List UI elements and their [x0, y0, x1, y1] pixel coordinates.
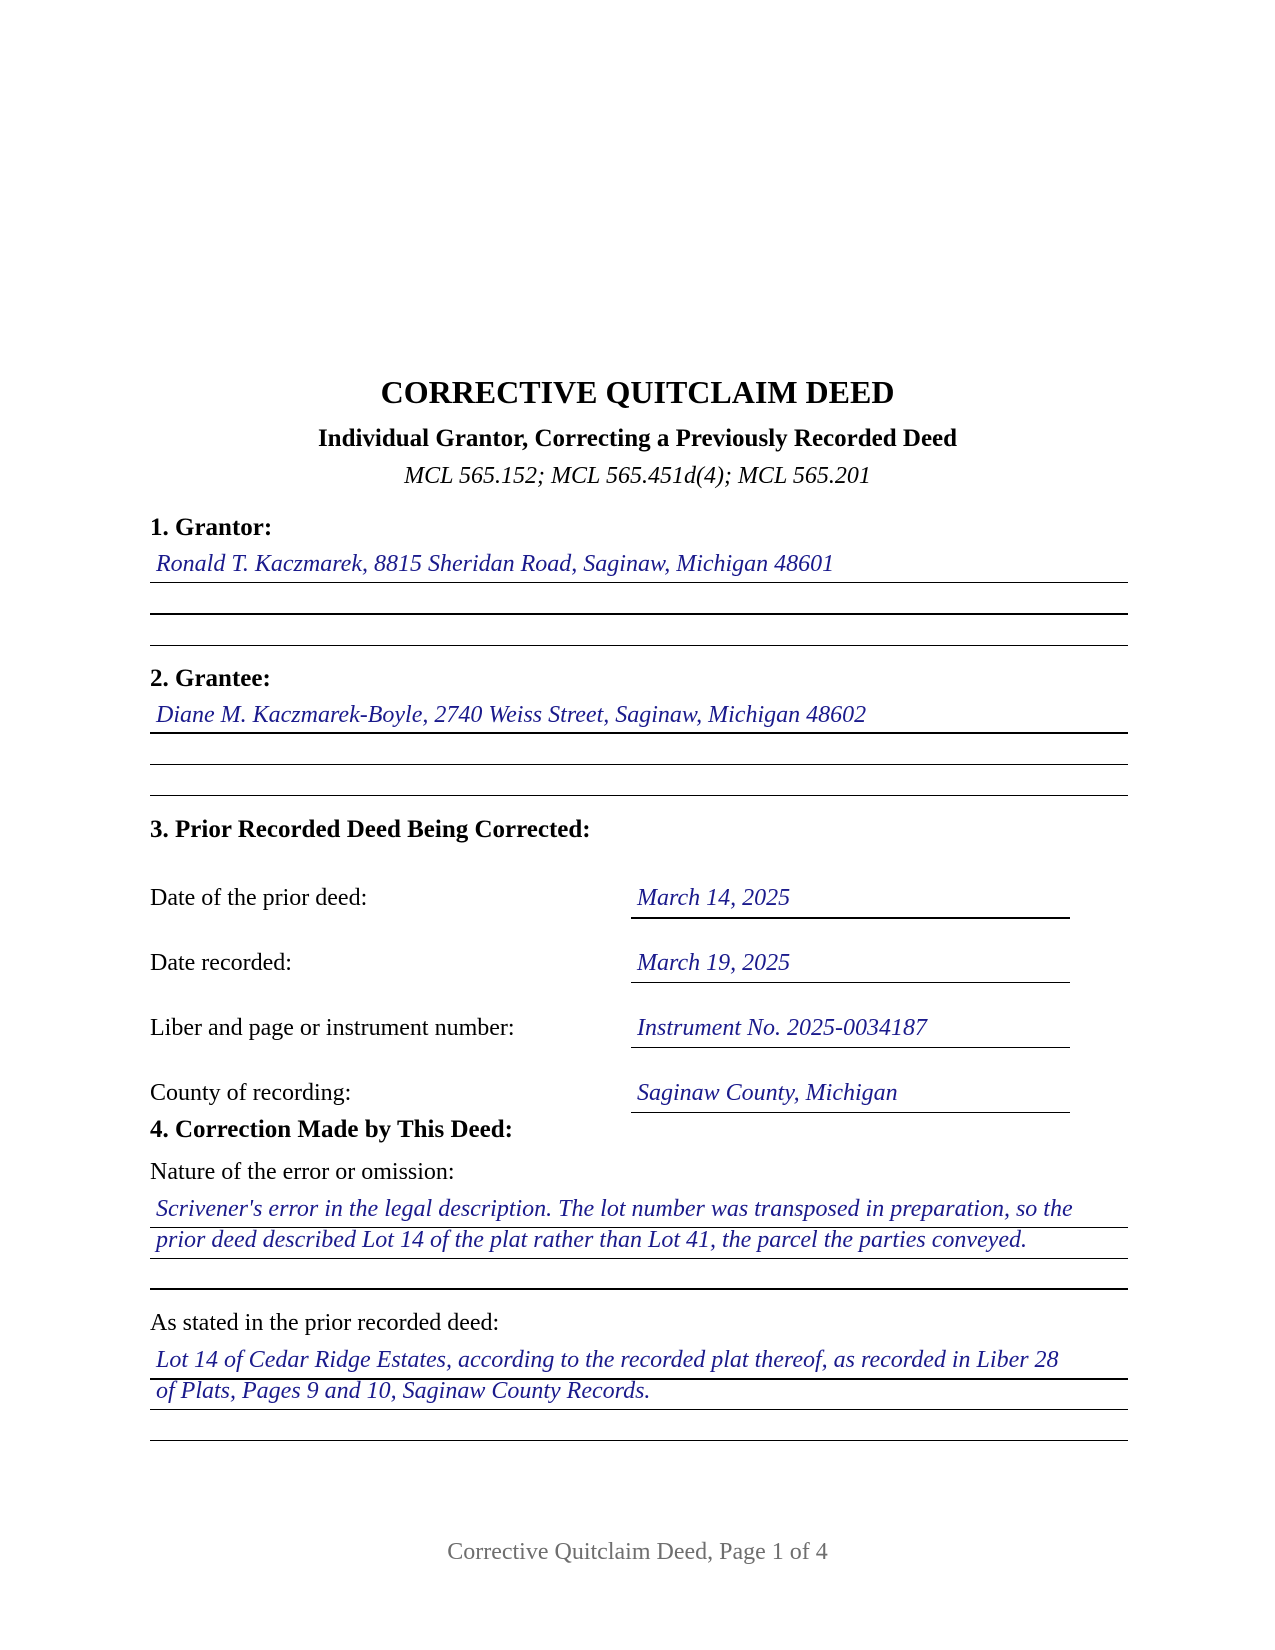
as-stated-line-2: of Plats, Pages 9 and 10, Saginaw County Records.: [156, 1378, 651, 1404]
county-value: Saginaw County, Michigan: [637, 1080, 898, 1106]
prior-deed-heading: 3. Prior Recorded Deed Being Corrected:: [150, 816, 591, 843]
nature-of-error-line-2: prior deed described Lot 14 of the plat rather than Lot 41, the parcel the parties conveyed.: [156, 1227, 1027, 1253]
prior-deed-date-label: Date of the prior deed:: [150, 885, 368, 911]
prior-deed-date-line: [631, 917, 1070, 919]
grantee-heading: 2. Grantee:: [150, 665, 271, 692]
as-stated-rule-2: [150, 1409, 1128, 1410]
as-stated-rule-3: [150, 1440, 1128, 1441]
instrument-number-line: [631, 1047, 1070, 1048]
as-stated-line-1: Lot 14 of Cedar Ridge Estates, according to the recorded plat thereof, as recorded in Liber 28: [156, 1347, 1059, 1373]
county-label: County of recording:: [150, 1080, 352, 1106]
county-line: [631, 1112, 1070, 1113]
instrument-number-value: Instrument No. 2025-0034187: [637, 1015, 927, 1041]
nature-of-error-label: Nature of the error or omission:: [150, 1159, 455, 1185]
grantee-value: Diane M. Kaczmarek-Boyle, 2740 Weiss Street, Saginaw, Michigan 48602: [156, 702, 867, 728]
correction-heading: 4. Correction Made by This Deed:: [150, 1116, 513, 1143]
nature-rule-3: [150, 1288, 1128, 1290]
instrument-number-label: Liber and page or instrument number:: [150, 1015, 515, 1041]
date-recorded-line: [631, 982, 1070, 983]
document-title: CORRECTIVE QUITCLAIM DEED: [380, 374, 895, 410]
grantor-line-1: [150, 582, 1128, 583]
date-recorded-label: Date recorded:: [150, 950, 292, 976]
grantee-line-3: [150, 795, 1128, 796]
grantee-line-2: [150, 764, 1128, 765]
grantor-line-2: [150, 613, 1128, 615]
nature-rule-2: [150, 1258, 1128, 1259]
grantee-line-1: [150, 732, 1128, 734]
page-footer: Corrective Quitclaim Deed, Page 1 of 4: [447, 1539, 828, 1565]
date-recorded-value: March 19, 2025: [637, 950, 791, 976]
grantor-line-3: [150, 645, 1128, 646]
prior-deed-date-value: March 14, 2025: [637, 885, 791, 911]
grantor-value: Ronald T. Kaczmarek, 8815 Sheridan Road, Saginaw, Michigan 48601: [156, 551, 835, 577]
document-subtitle: Individual Grantor, Correcting a Previously Recorded Deed: [317, 425, 958, 452]
grantor-heading: 1. Grantor:: [150, 514, 273, 541]
as-stated-label: As stated in the prior recorded deed:: [150, 1310, 500, 1336]
nature-of-error-line-1: Scrivener's error in the legal description. The lot number was transposed in preparation, so the: [156, 1196, 1073, 1222]
statute-citation: MCL 565.152; MCL 565.451d(4); MCL 565.201: [404, 463, 871, 489]
